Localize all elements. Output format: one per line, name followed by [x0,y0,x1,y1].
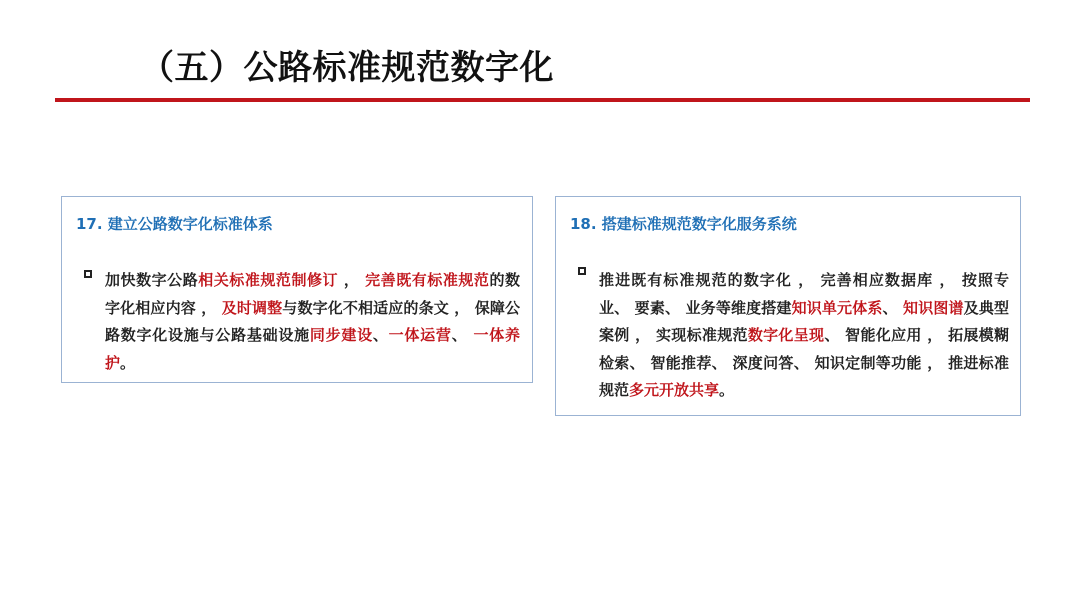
body-text: 。 [120,353,136,372]
body-text: 、 [372,326,389,344]
body-text: ， [338,271,366,289]
body-text: 加快数字公路 [105,271,199,289]
highlighted-text: 一体运营 [388,326,452,344]
hollow-square-bullet-icon [84,270,92,278]
highlighted-text: 完善既有标准规范 [365,271,490,289]
highlighted-text: 多元开放共享 [629,381,720,399]
body-text: 。 [719,381,735,399]
body-text: 、 [882,298,904,317]
title-divider [55,98,1030,102]
body-text: 、 智能化应用 ， 拓展模糊检索、 智能推荐、 深度问答、 知识定制等功能 ， 推进标准规范 [599,326,1009,399]
card-body [599,267,1009,405]
body-text: 及典型案例 ， 实现标准规范 [599,298,1009,344]
hollow-square-bullet-icon [578,267,586,275]
highlighted-text: 及时调整 [221,298,283,317]
body-text: 与数字化不相适应的条文 ， 保障公路数字化设施与公路基础设施 [105,298,520,344]
highlighted-text: 同步建设 [309,326,373,344]
card-digital-standard-system [61,196,533,383]
highlighted-text: 一体养护 [105,326,520,372]
body-text: 推进既有标准规范的数字化 ， 完善相应数据库 ， 按照专业、 要素、 业务等维度搭建 [599,271,1009,317]
highlighted-text: 知识图谱 [903,298,964,317]
card-digital-service-system [555,196,1021,416]
card-body [105,267,520,377]
highlighted-text: 知识单元体系 [791,298,883,317]
highlighted-text: 数字化呈现 [747,326,825,344]
body-text: 、 [451,326,474,344]
highlighted-text: 相关标准规范制修订 [198,271,339,289]
card-title: 17. 建立公路数字化标准体系 [76,215,273,233]
card-title: 18. 搭建标准规范数字化服务系统 [570,215,797,233]
body-text: 的数字化相应内容 ， [105,271,520,317]
page-title: （五）公路标准规范数字化 [140,48,554,88]
